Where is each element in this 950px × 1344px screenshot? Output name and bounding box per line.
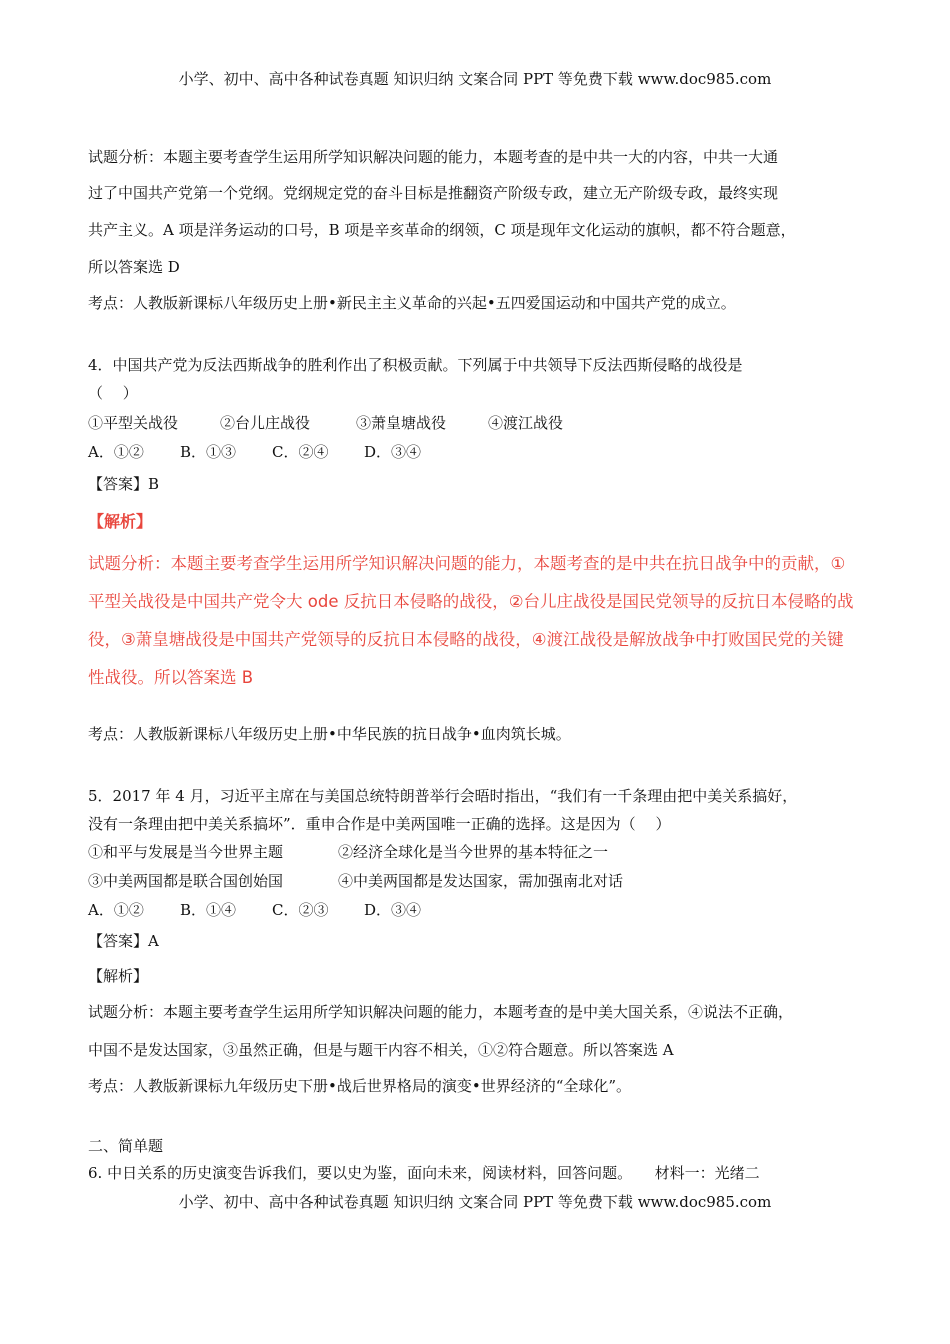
q6-stem: 6. 中日关系的历史演变告诉我们，要以史为鉴，面向未来，阅读材料，回答问题。 材料一：光绪二	[88, 1164, 760, 1182]
q5-kaodian: 考点：人教版新课标九年级历史下册•战后世界格局的演变•世界经济的“全球化”。	[88, 1077, 632, 1095]
q5-jiexi-title: 【解析】	[88, 967, 149, 985]
q4-item-3: ③萧皇塘战役	[356, 414, 447, 432]
q3-analysis-line-4: 所以答案选 D	[88, 258, 180, 276]
q4-stem: 4．中国共产党为反法西斯战争的胜利作出了积极贡献。下列属于中共领导下反法西斯侵略的战役是	[88, 356, 743, 374]
q4-answer-paren: （ ）	[88, 384, 138, 402]
q4-item-1: ①平型关战役	[88, 414, 179, 432]
q4-analysis-line-4: 性战役。所以答案选 B	[88, 668, 254, 687]
q4-option-a: A．①②	[88, 443, 144, 461]
q4-option-d: D．③④	[364, 443, 422, 461]
q4-options	[88, 442, 421, 462]
q5-stem-line-2: 没有一条理由把中美关系搞坏”．重申合作是中美两国唯一正确的选择。这是因为（ ）	[88, 815, 671, 833]
q4-kaodian: 考点：人教版新课标八年级历史上册•中华民族的抗日战争•血肉筑长城。	[88, 725, 571, 743]
q4-answer: 【答案】B	[88, 475, 160, 493]
q5-item-3: ③中美两国都是联合国创始国	[88, 872, 284, 890]
q3-analysis-line-2: 过了中国共产党第一个党纲。党纲规定党的奋斗目标是推翻资产阶级专政，建立无产阶级专政，最终实现	[88, 184, 779, 202]
q5-answer: 【答案】A	[88, 932, 159, 950]
q4-items	[88, 413, 563, 433]
q5-options	[88, 900, 421, 920]
q5-option-d: D．③④	[364, 901, 422, 919]
q4-analysis-line-3: 役，③萧皇塘战役是中国共产党领导的反抗日本侵略的战役，④渡江战役是解放战争中打败国民党的关键	[88, 630, 844, 649]
section2-title: 二、简单题	[88, 1137, 164, 1155]
q4-analysis-line-2: 平型关战役是中国共产党令大 ode 反抗日本侵略的战役，②台儿庄战役是国民党领导的反抗日本侵略的战	[88, 592, 854, 611]
q4-item-2: ②台儿庄战役	[220, 414, 311, 432]
q5-option-b: B．①④	[180, 901, 237, 919]
q3-analysis-line-1: 试题分析：本题主要考查学生运用所学知识解决问题的能力，本题考查的是中共一大的内容，中共一大通	[88, 148, 779, 166]
q5-item-1: ①和平与发展是当今世界主题	[88, 843, 284, 861]
q5-analysis-line-1: 试题分析：本题主要考查学生运用所学知识解决问题的能力，本题考查的是中美大国关系，④说法不正确，	[88, 1003, 794, 1021]
q4-option-c: C．②④	[272, 443, 329, 461]
q3-kaodian: 考点：人教版新课标八年级历史上册•新民主主义革命的兴起•五四爱国运动和中国共产党的成立。	[88, 294, 736, 312]
q4-item-4: ④渡江战役	[488, 414, 564, 432]
q5-item-2: ②经济全球化是当今世界的基本特征之一	[338, 843, 609, 861]
q5-option-a: A．①②	[88, 901, 144, 919]
page-footer: 小学、初中、高中各种试卷真题 知识归纳 文案合同 PPT 等免费下载 www.doc985.com	[178, 1193, 772, 1211]
q5-analysis-line-2: 中国不是发达国家，③虽然正确，但是与题干内容不相关，①②符合题意。所以答案选 A	[88, 1041, 674, 1059]
q5-items-row-2	[88, 871, 623, 891]
q3-analysis-line-3: 共产主义。A 项是洋务运动的口号，B 项是辛亥革命的纲领，C 项是现年文化运动的旗帜，都不符合题意，	[88, 221, 796, 239]
q4-analysis-line-1: 试题分析：本题主要考查学生运用所学知识解决问题的能力，本题考查的是中共在抗日战争中的贡献，①	[88, 554, 846, 573]
q4-option-b: B．①③	[180, 443, 237, 461]
page-header: 小学、初中、高中各种试卷真题 知识归纳 文案合同 PPT 等免费下载 www.doc985.com	[178, 70, 772, 88]
q5-item-4: ④中美两国都是发达国家，需加强南北对话	[338, 872, 624, 890]
q5-items-row-1	[88, 842, 608, 862]
q5-option-c: C．②③	[272, 901, 329, 919]
q4-jiexi-title: 【解析】	[88, 512, 153, 531]
q5-stem-line-1: 5．2017 年 4 月，习近平主席在与美国总统特朗普举行会晤时指出，“我们有一千条理由把中美关系搞好，	[88, 787, 798, 805]
